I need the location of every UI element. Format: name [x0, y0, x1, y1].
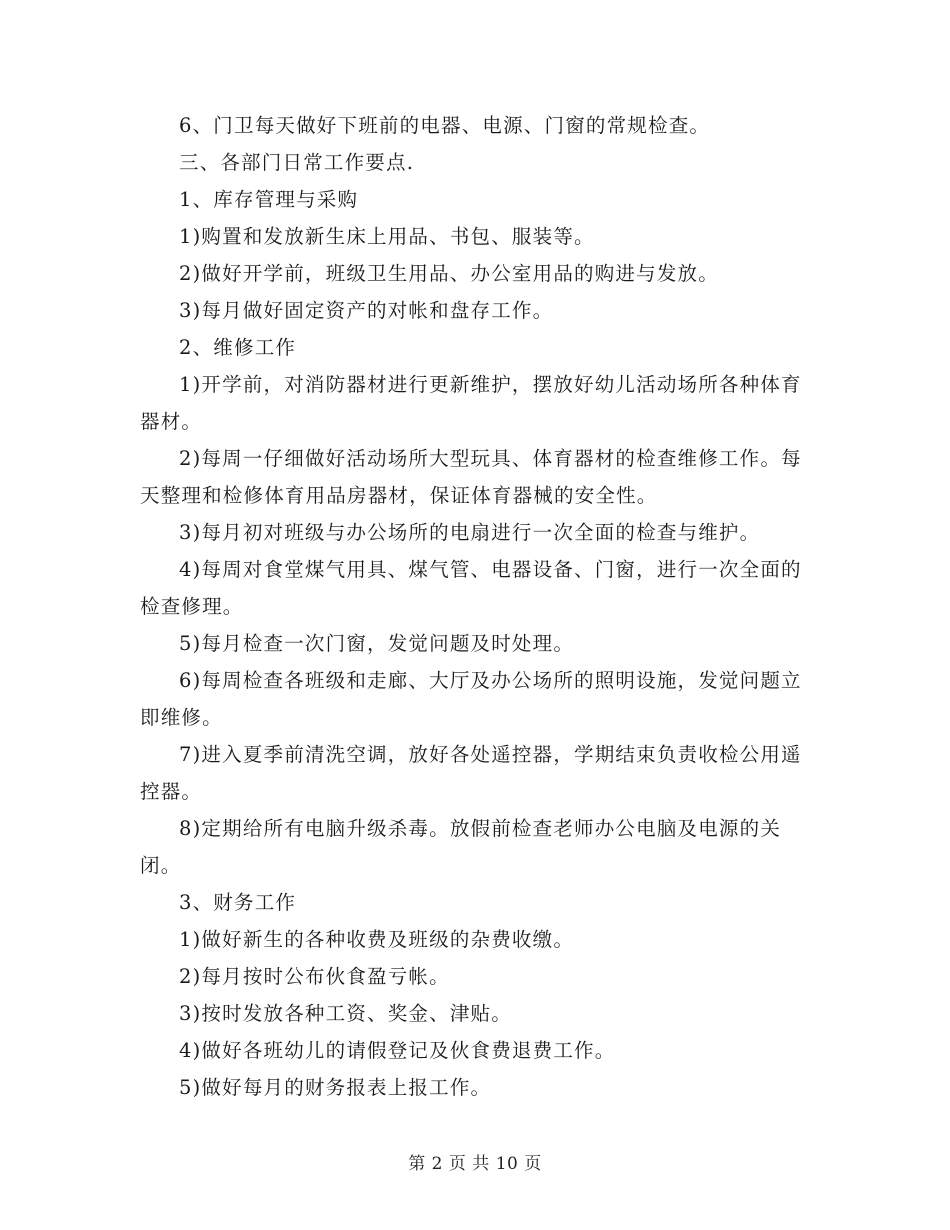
paragraph-inventory-1: 1)购置和发放新生床上用品、书包、服装等。	[179, 225, 595, 248]
paragraph-maintenance-7: 7)进入夏季前清洗空调，放好各处遥控器，学期结束负责收检公用遥控器。	[140, 743, 802, 803]
paragraph-inventory-2: 2)做好开学前，班级卫生用品、办公室用品的购进与发放。	[179, 262, 719, 285]
paragraph-finance-2: 2)每月按时公布伙食盈亏帐。	[179, 965, 450, 988]
subsection-heading-inventory: 1、库存管理与采购	[179, 188, 359, 211]
paragraph-finance-4: 4)做好各班幼儿的请假登记及伙食费退费工作。	[179, 1039, 616, 1062]
document-body	[140, 107, 808, 1106]
page-number-footer: 第 2 页 共 10 页	[408, 1154, 542, 1174]
paragraph-finance-5: 5)做好每月的财务报表上报工作。	[179, 1076, 492, 1099]
paragraph-finance-3: 3)按时发放各种工资、奖金、津贴。	[179, 1002, 512, 1025]
paragraph-maintenance-2: 2)每周一仔细做好活动场所大型玩具、体育器材的检查维修工作。每天整理和检修体育用品房器材，保证体育器械的安全性。	[140, 447, 802, 507]
paragraph-1: 6、门卫每天做好下班前的电器、电源、门窗的常规检查。	[179, 114, 711, 137]
subsection-heading-maintenance: 2、维修工作	[179, 336, 297, 359]
paragraph-maintenance-8: 8)定期给所有电脑升级杀毒。放假前检查老师办公电脑及电源的关闭。	[140, 817, 782, 877]
paragraph-maintenance-1: 1)开学前，对消防器材进行更新维护，摆放好幼儿活动场所各种体育器材。	[140, 373, 802, 433]
paragraph-inventory-3: 3)每月做好固定资产的对帐和盘存工作。	[179, 299, 554, 322]
paragraph-finance-1: 1)做好新生的各种收费及班级的杂费收缴。	[179, 928, 575, 951]
subsection-heading-finance: 3、财务工作	[179, 891, 297, 914]
section-heading-3: 三、各部门日常工作要点.	[179, 151, 415, 174]
paragraph-maintenance-5: 5)每月检查一次门窗，发觉问题及时处理。	[179, 632, 575, 655]
paragraph-maintenance-6: 6)每周检查各班级和走廊、大厅及办公场所的照明设施，发觉问题立即维修。	[140, 669, 802, 729]
paragraph-maintenance-3: 3)每月初对班级与办公场所的电扇进行一次全面的检查与维护。	[179, 521, 761, 544]
paragraph-maintenance-4: 4)每周对食堂煤气用具、煤气管、电器设备、门窗，进行一次全面的检查修理。	[140, 558, 802, 618]
